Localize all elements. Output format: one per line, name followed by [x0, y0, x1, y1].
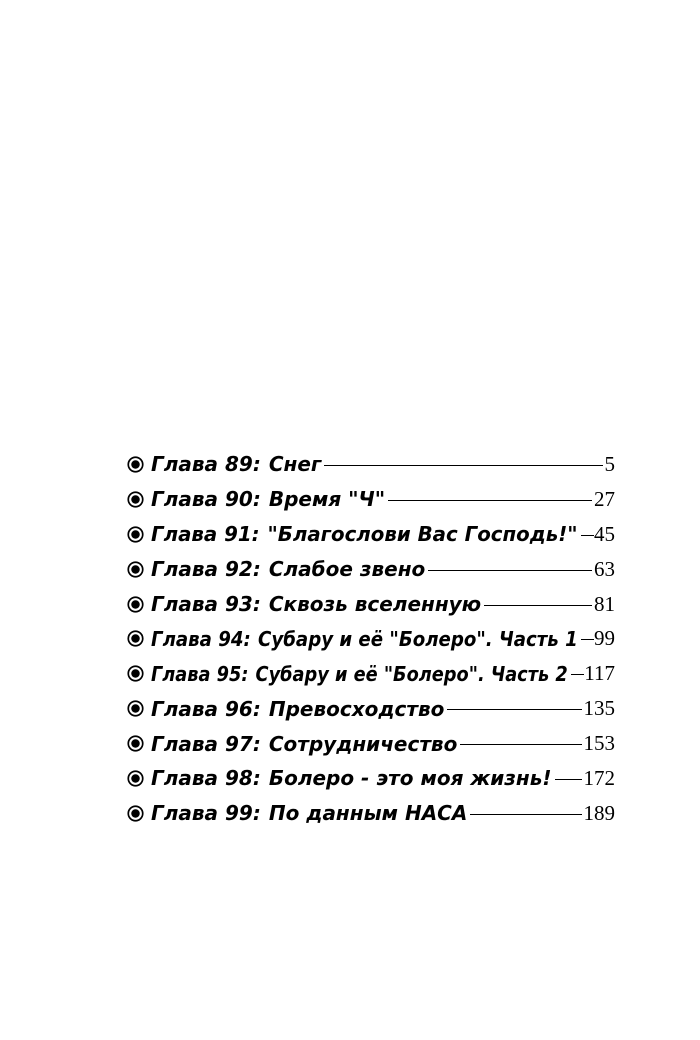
chapter-number: Глава 90: [151, 487, 261, 512]
circled-dot-icon [127, 735, 144, 752]
circled-dot-icon [127, 596, 144, 613]
toc-entry [127, 482, 615, 517]
circled-dot-icon [127, 770, 144, 787]
leader-line [555, 779, 582, 780]
leader-line [581, 639, 594, 640]
chapter-title: "Благослови Вас Господь!" [267, 522, 578, 547]
circled-dot-icon [127, 805, 144, 822]
toc-entry [127, 656, 615, 691]
leader-line [388, 500, 592, 501]
toc-entry-title-wrap [151, 662, 584, 686]
toc-entry-label [151, 697, 444, 721]
leader-line [324, 465, 602, 466]
circled-dot-icon [127, 526, 144, 543]
page-number: 135 [583, 696, 615, 721]
toc-entry-label [151, 592, 481, 616]
page-number: 27 [594, 486, 615, 511]
toc-entry-title-wrap [151, 732, 584, 756]
circled-dot-icon [127, 630, 144, 647]
leader-line [571, 674, 585, 675]
toc-entry-label [151, 487, 385, 511]
chapter-number: Глава 93: [151, 592, 261, 616]
toc-entry-label [151, 766, 552, 790]
page-number: 81 [594, 591, 615, 616]
toc-entry-label [151, 801, 467, 825]
table-of-contents [127, 447, 615, 831]
page-number: 45 [594, 521, 615, 546]
toc-entry [127, 517, 615, 552]
chapter-title: Время "Ч" [268, 487, 386, 512]
chapter-number: Глава 94: [151, 626, 251, 651]
chapter-title: По данным НАСА [268, 801, 468, 826]
toc-entry-title-wrap [151, 592, 594, 616]
leader-line [447, 709, 581, 710]
leader-line [428, 570, 592, 571]
chapter-number: Глава 97: [151, 731, 261, 756]
toc-entry-label [151, 522, 578, 546]
circled-dot-icon [127, 665, 144, 682]
toc-entry-label [151, 452, 321, 476]
toc-entry-title-wrap [151, 697, 584, 721]
circled-dot-icon [127, 700, 144, 717]
toc-entry [127, 796, 615, 831]
toc-entry-label [151, 627, 578, 651]
chapter-title: Сотрудничество [268, 731, 458, 756]
chapter-title: Слабое звено [268, 557, 426, 582]
toc-entry-title-wrap [151, 766, 584, 790]
page-number: 172 [583, 765, 615, 790]
chapter-title: Снег [268, 452, 322, 477]
toc-entry-title-wrap [151, 557, 594, 581]
toc-entry [127, 726, 615, 761]
toc-entry-title-wrap [151, 522, 594, 546]
chapter-number: Глава 91: [151, 522, 260, 547]
page-number: 153 [583, 731, 615, 756]
chapter-title: Превосходство [268, 696, 445, 721]
toc-entry [127, 621, 615, 656]
leader-line [470, 814, 581, 815]
toc-entry [127, 447, 615, 482]
toc-entry [127, 552, 615, 587]
circled-dot-icon [127, 561, 144, 578]
page-number: 99 [594, 626, 615, 651]
chapter-title: Сквозь вселенную [268, 592, 482, 616]
page-number: 5 [604, 451, 615, 476]
toc-entry-title-wrap [151, 801, 584, 825]
chapter-title: Субару и её "Болеро". Часть 1 [258, 626, 578, 651]
chapter-number: Глава 89: [151, 452, 261, 477]
chapter-number: Глава 96: [151, 696, 261, 721]
toc-entry-label [151, 557, 425, 581]
page-number: 189 [583, 800, 615, 825]
toc-entry-label [151, 662, 568, 686]
circled-dot-icon [127, 456, 144, 473]
toc-entry [127, 761, 615, 796]
page-number: 63 [594, 556, 615, 581]
chapter-number: Глава 95: [151, 661, 249, 686]
toc-entry-title-wrap [151, 487, 594, 511]
chapter-number: Глава 99: [151, 801, 261, 826]
toc-entry-title-wrap [151, 627, 594, 651]
circled-dot-icon [127, 491, 144, 508]
toc-entry-title-wrap [151, 452, 605, 476]
chapter-title: Болеро - это моя жизнь! [268, 766, 552, 791]
chapter-number: Глава 98: [151, 766, 261, 791]
toc-entry [127, 587, 615, 622]
chapter-number: Глава 92: [151, 557, 261, 582]
chapter-title: Субару и её "Болеро". Часть 2 [255, 661, 568, 686]
leader-line [581, 535, 594, 536]
toc-entry-label [151, 732, 457, 756]
leader-line [460, 744, 581, 745]
page-number: 117 [584, 661, 615, 686]
toc-entry [127, 691, 615, 726]
leader-line [484, 605, 592, 606]
